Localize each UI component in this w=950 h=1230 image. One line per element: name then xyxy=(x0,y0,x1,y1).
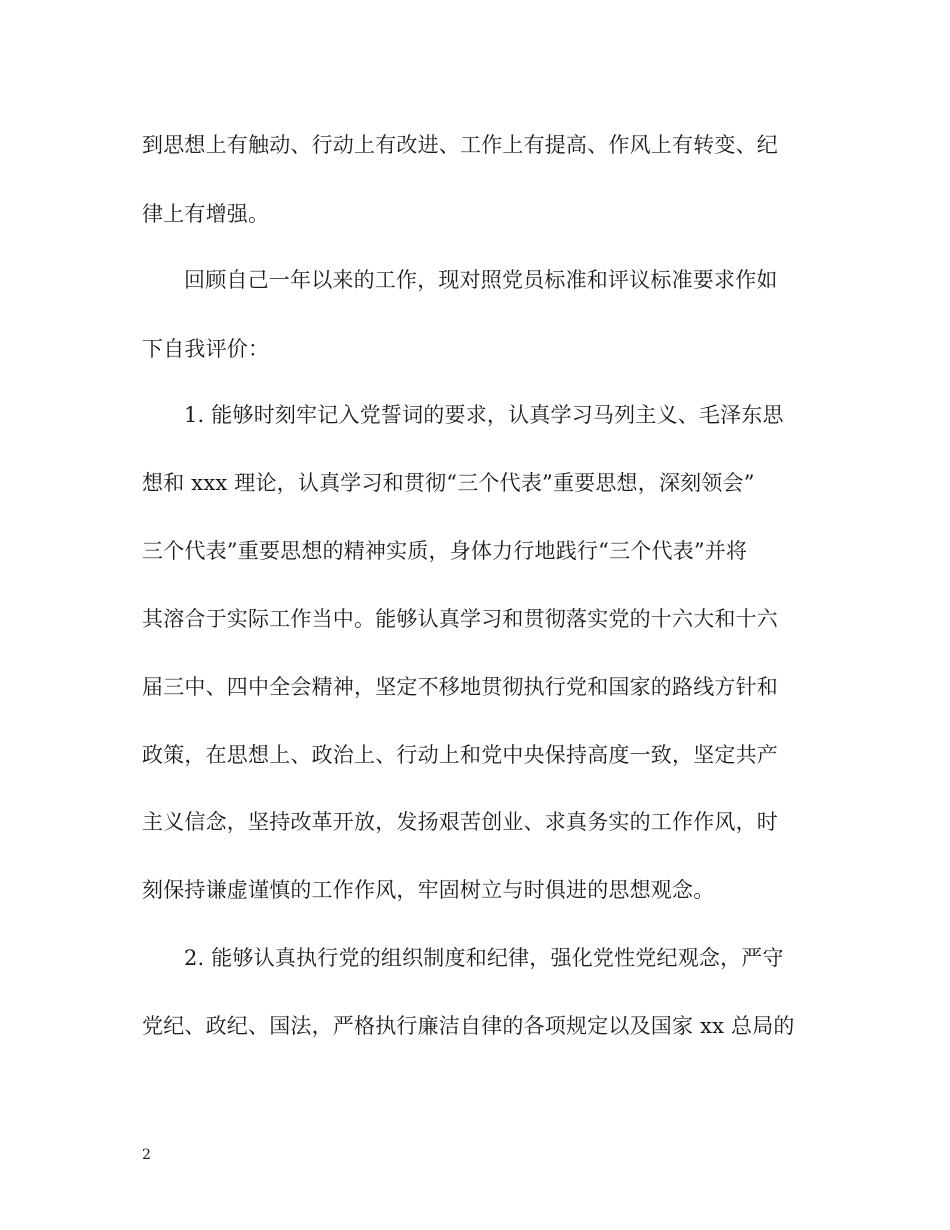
text-line-8: 其溶合于实际工作当中。能够认真学习和贯彻落实党的十六大和十六 xyxy=(142,607,778,631)
text-line-13: 2. 能够认真执行党的组织制度和纪律，强化党性党纪观念，严守 xyxy=(184,946,784,970)
text-line-3: 回顾自己一年以来的工作，现对照党员标准和评议标准要求作如 xyxy=(184,268,778,292)
text-line-2: 律上有增强。 xyxy=(142,202,270,226)
text-line-4: 下自我评价： xyxy=(142,337,270,361)
page-number: 2 xyxy=(142,1147,151,1163)
text-line-6: 想和 xxx 理论，认真学习和贯彻“三个代表”重要思想，深刻领会” xyxy=(142,471,755,495)
text-line-11: 主义信念，坚持改革开放，发扬艰苦创业、求真务实的工作作风，时 xyxy=(142,810,778,834)
text-line-1: 到思想上有触动、行动上有改进、工作上有提高、作风上有转变、纪 xyxy=(142,133,778,157)
text-line-5: 1. 能够时刻牢记入党誓词的要求，认真学习马列主义、毛泽东思 xyxy=(184,403,784,427)
text-line-9: 届三中、四中全会精神，坚定不移地贯彻执行党和国家的路线方针和 xyxy=(142,675,778,699)
text-line-10: 政策，在思想上、政治上、行动上和党中央保持高度一致，坚定共产 xyxy=(142,743,778,767)
text-line-12: 刻保持谦虚谨慎的工作作风，牢固树立与时俱进的思想观念。 xyxy=(142,878,715,902)
text-line-7: 三个代表”重要思想的精神实质，身体力行地践行“三个代表”并将 xyxy=(142,539,748,563)
text-line-14: 党纪、政纪、国法，严格执行廉洁自律的各项规定以及国家 xx 总局的 xyxy=(142,1014,795,1038)
